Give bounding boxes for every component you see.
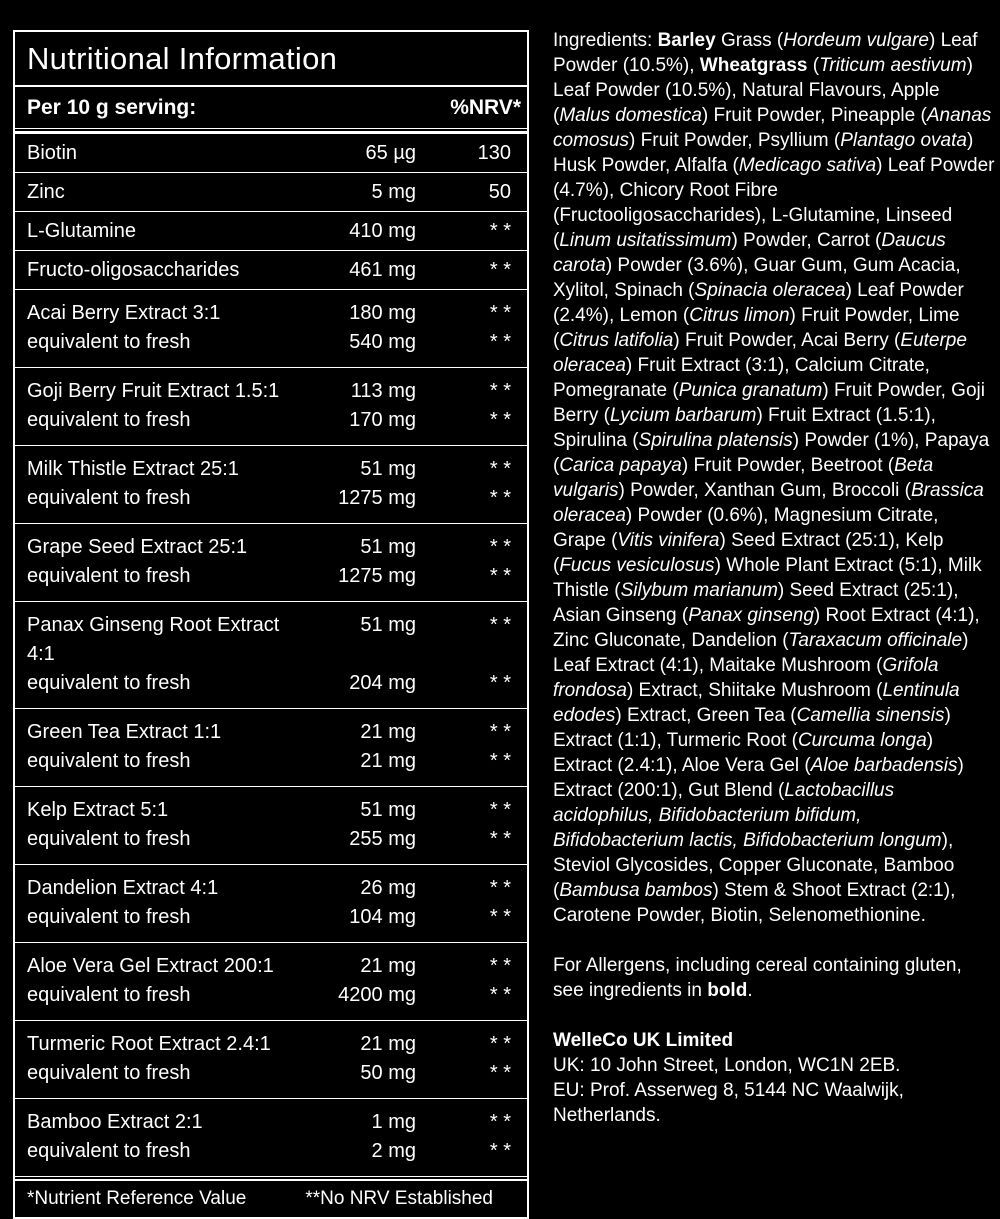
body-text: ) Fruit Powder, Beetroot ( bbox=[681, 455, 895, 476]
table-row-line bbox=[15, 874, 527, 903]
cell-nrv: 50 bbox=[488, 180, 511, 203]
body-text: ) Seed Extract (25:1), Kelp ( bbox=[553, 530, 944, 576]
body-text: ) Fruit Powder, Goji Berry ( bbox=[553, 380, 985, 426]
cell-amt: 540 mg bbox=[349, 331, 416, 353]
latin-name-text: Vitis vinifera bbox=[617, 530, 720, 551]
cell-name: Milk Thistle Extract 25:1 bbox=[27, 458, 239, 480]
table-header-row bbox=[15, 87, 527, 129]
table-row-line bbox=[15, 718, 527, 747]
cell-nrv: * * bbox=[489, 955, 511, 977]
table-row-line bbox=[15, 981, 527, 1010]
cell-amt: 180 mg bbox=[349, 302, 416, 324]
table-footnote-row bbox=[15, 1181, 527, 1217]
latin-name-text: Ananas comosus bbox=[553, 105, 992, 151]
cell-nrv: * * bbox=[489, 984, 511, 1006]
cell-amt: 1275 mg bbox=[338, 565, 416, 587]
table-row-line bbox=[15, 173, 527, 211]
body-text: ( bbox=[807, 55, 820, 76]
latin-name-text: Lactobacillus acidophilus, Bifidobacterium bifidum, Bifidobacterium lactis, Bifidobacterium longum bbox=[553, 780, 942, 851]
cell-nrv: * * bbox=[489, 1140, 511, 1162]
body-text: ) Powder, Carrot ( bbox=[731, 230, 882, 251]
cell-amt: 104 mg bbox=[349, 906, 416, 928]
latin-name-text: Lentinula edodes bbox=[553, 680, 960, 726]
latin-name-text: Grifola frondosa bbox=[553, 655, 939, 701]
cell-name: equivalent to fresh bbox=[27, 1140, 191, 1162]
cell-amt: 2 mg bbox=[371, 1140, 416, 1162]
cell-amt: 170 mg bbox=[349, 409, 416, 431]
body-text: ), Steviol Glycosides, Copper Gluconate, Bamboo ( bbox=[553, 830, 955, 901]
latin-name-text: Camellia sinensis bbox=[796, 705, 945, 726]
cell-nrv: * * bbox=[489, 750, 511, 772]
cell-name: Dandelion Extract 4:1 bbox=[27, 877, 219, 899]
body-text: ) Fruit Powder, Pineapple ( bbox=[701, 105, 927, 126]
table-row-line bbox=[15, 903, 527, 932]
latin-name-text: Spinacia oleracea bbox=[694, 280, 846, 301]
cell-name: Panax Ginseng Root Extract 4:1 bbox=[27, 614, 280, 665]
cell-name: Green Tea Extract 1:1 bbox=[27, 721, 222, 743]
cell-nrv: * * bbox=[489, 672, 511, 694]
body-text: ) Root Extract (4:1), Zinc Gluconate, Dandelion ( bbox=[553, 605, 980, 651]
body-text: ) Extract (200:1), Gut Blend ( bbox=[553, 755, 964, 801]
table-row-line bbox=[15, 484, 527, 513]
table-row bbox=[15, 943, 527, 1021]
latin-name-text: Brassica oleracea bbox=[553, 480, 984, 526]
body-text: Grass ( bbox=[715, 30, 784, 51]
cell-amt: 51 mg bbox=[360, 799, 416, 821]
table-rows bbox=[15, 134, 527, 1177]
table-row bbox=[15, 368, 527, 446]
body-text: For Allergens, including cereal containing gluten, see ingredients in bbox=[553, 955, 962, 1001]
table-row-line bbox=[15, 669, 527, 698]
table-row-line bbox=[15, 134, 527, 172]
table-row bbox=[15, 865, 527, 943]
body-text: ) Leaf Powder (10.5%), bbox=[553, 30, 978, 76]
latin-name-text: Fucus vesiculosus bbox=[559, 555, 715, 576]
cell-nrv: * * bbox=[489, 1033, 511, 1055]
cell-nrv: * * bbox=[489, 331, 511, 353]
table-row bbox=[15, 290, 527, 368]
ingredients-paragraph bbox=[553, 28, 995, 928]
cell-name: Turmeric Root Extract 2.4:1 bbox=[27, 1033, 271, 1055]
cell-amt: 26 mg bbox=[360, 877, 416, 899]
body-text: ) Powder (3.6%), Guar Gum, Gum Acacia, Xylitol, Spinach ( bbox=[553, 255, 961, 301]
body-text: ) Leaf Powder (4.7%), Chicory Root Fibre (Fructooligosaccharides), L-Glutamine, Linseed ( bbox=[553, 155, 995, 251]
body-text: ) Leaf Extract (4:1), Maitake Mushroom ( bbox=[553, 630, 969, 676]
body-text: . bbox=[747, 980, 753, 1001]
latin-name-text: Citrus limon bbox=[689, 305, 790, 326]
table-row-line bbox=[15, 533, 527, 562]
cell-nrv: * * bbox=[489, 877, 511, 899]
cell-nrv: * * bbox=[489, 799, 511, 821]
cell-name: equivalent to fresh bbox=[27, 487, 191, 509]
body-text: ) Extract (2.4:1), Aloe Vera Gel ( bbox=[553, 730, 934, 776]
company-address-eu: EU: Prof. Asserweg 8, 5144 NC Waalwijk, Netherlands. bbox=[553, 1080, 904, 1126]
latin-name-text: Linum usitatissimum bbox=[559, 230, 732, 251]
cell-amt: 21 mg bbox=[360, 750, 416, 772]
latin-name-text: Hordeum vulgare bbox=[783, 30, 929, 51]
table-row-line bbox=[15, 1059, 527, 1088]
cell-name: equivalent to fresh bbox=[27, 984, 191, 1006]
cell-amt: 4200 mg bbox=[338, 984, 416, 1006]
cell-nrv: * * bbox=[489, 828, 511, 850]
cell-amt: 65 µg bbox=[365, 141, 416, 164]
body-text: ) Leaf Powder (2.4%), Lemon ( bbox=[553, 280, 964, 326]
nutrition-table bbox=[13, 30, 529, 1219]
table-row-line bbox=[15, 299, 527, 328]
table-row bbox=[15, 173, 527, 212]
latin-name-text: Spirulina platensis bbox=[638, 430, 793, 451]
body-text: ) Husk Powder, Alfalfa ( bbox=[553, 130, 974, 176]
table-row-line bbox=[15, 251, 527, 289]
body-text: ) Whole Plant Extract (5:1), Milk Thistle ( bbox=[553, 555, 982, 601]
table-row bbox=[15, 787, 527, 865]
cell-amt: 1 mg bbox=[371, 1111, 416, 1133]
table-row bbox=[15, 212, 527, 251]
cell-nrv: * * bbox=[489, 536, 511, 558]
body-text: ) Stem & Shoot Extract (2:1), Carotene Powder, Biotin, Selenomethionine. bbox=[553, 880, 956, 926]
body-text: Ingredients: bbox=[553, 30, 658, 51]
table-row bbox=[15, 602, 527, 709]
cell-name: equivalent to fresh bbox=[27, 750, 191, 772]
table-row-line bbox=[15, 952, 527, 981]
table-row-line bbox=[15, 1137, 527, 1166]
cell-amt: 5 mg bbox=[371, 180, 416, 203]
cell-nrv: * * bbox=[489, 1062, 511, 1084]
ingredients-panel bbox=[553, 28, 995, 1128]
table-row-line bbox=[15, 455, 527, 484]
cell-name: Goji Berry Fruit Extract 1.5:1 bbox=[27, 380, 280, 402]
body-text: ) Fruit Extract (1.5:1), Spirulina ( bbox=[553, 405, 936, 451]
table-row-line bbox=[15, 328, 527, 357]
latin-name-text: Bambusa bambos bbox=[559, 880, 713, 901]
cell-name: Biotin bbox=[27, 141, 78, 164]
cell-nrv: * * bbox=[489, 380, 511, 402]
serving-size-label: Per 10 g serving: bbox=[27, 95, 197, 119]
table-row bbox=[15, 709, 527, 787]
table-row-line bbox=[15, 611, 527, 669]
cell-nrv: * * bbox=[489, 458, 511, 480]
body-text: ) Leaf Powder (10.5%), Natural Flavours, Apple ( bbox=[553, 55, 973, 126]
table-row-line bbox=[15, 562, 527, 591]
cell-nrv: * * bbox=[489, 409, 511, 431]
latin-name-text: Curcuma longa bbox=[797, 730, 927, 751]
cell-nrv: * * bbox=[489, 614, 511, 636]
company-address-uk: UK: 10 John Street, London, WC1N 2EB. bbox=[553, 1055, 901, 1076]
body-text: ) Extract, Green Tea ( bbox=[615, 705, 797, 726]
table-row-line bbox=[15, 796, 527, 825]
cell-name: Bamboo Extract 2:1 bbox=[27, 1111, 203, 1133]
cell-name: equivalent to fresh bbox=[27, 1062, 191, 1084]
cell-name: Aloe Vera Gel Extract 200:1 bbox=[27, 955, 274, 977]
latin-name-text: Triticum aestivum bbox=[819, 55, 967, 76]
no-nrv-footnote: **No NRV Established bbox=[305, 1188, 493, 1209]
body-text: ) Fruit Powder, Acai Berry ( bbox=[673, 330, 901, 351]
table-row-line bbox=[15, 747, 527, 776]
cell-nrv: * * bbox=[489, 1111, 511, 1133]
body-text: ) Seed Extract (25:1), Asian Ginseng ( bbox=[553, 580, 959, 626]
table-title-row bbox=[15, 32, 527, 87]
table-row bbox=[15, 251, 527, 290]
latin-name-text: Plantago ovata bbox=[840, 130, 967, 151]
cell-nrv: * * bbox=[489, 565, 511, 587]
cell-name: equivalent to fresh bbox=[27, 828, 191, 850]
cell-name: equivalent to fresh bbox=[27, 672, 191, 694]
bold-text: Barley bbox=[657, 30, 716, 51]
cell-name: equivalent to fresh bbox=[27, 409, 191, 431]
cell-name: Zinc bbox=[27, 180, 65, 203]
body-text: ) Fruit Extract (3:1), Calcium Citrate, Pomegranate ( bbox=[553, 355, 930, 401]
nrv-column-header: %NRV* bbox=[450, 95, 521, 119]
cell-name: Kelp Extract 5:1 bbox=[27, 799, 169, 821]
cell-name: L-Glutamine bbox=[27, 219, 136, 242]
bold-text: bold bbox=[707, 980, 748, 1001]
body-text: ) Powder (1%), Papaya ( bbox=[553, 430, 990, 476]
nrv-footnote: *Nutrient Reference Value bbox=[27, 1188, 247, 1209]
cell-amt: 51 mg bbox=[360, 614, 416, 636]
table-title: Nutritional Information bbox=[27, 41, 338, 76]
table-row-line bbox=[15, 377, 527, 406]
cell-name: Fructo-oligosaccharides bbox=[27, 258, 240, 281]
cell-name: Acai Berry Extract 3:1 bbox=[27, 302, 221, 324]
body-text: ) Powder (0.6%), Magnesium Citrate, Grape ( bbox=[553, 505, 939, 551]
cell-amt: 51 mg bbox=[360, 458, 416, 480]
latin-name-text: Punica granatum bbox=[678, 380, 823, 401]
cell-name: equivalent to fresh bbox=[27, 565, 191, 587]
cell-amt: 21 mg bbox=[360, 721, 416, 743]
cell-amt: 461 mg bbox=[349, 258, 416, 281]
latin-name-text: Panax ginseng bbox=[688, 605, 814, 626]
cell-name: equivalent to fresh bbox=[27, 906, 191, 928]
latin-name-text: Taraxacum officinale bbox=[788, 630, 963, 651]
latin-name-text: Citrus latifolia bbox=[559, 330, 674, 351]
company-name: WelleCo UK Limited bbox=[553, 1030, 734, 1051]
cell-name: Grape Seed Extract 25:1 bbox=[27, 536, 248, 558]
body-text: ) Powder, Xanthan Gum, Broccoli ( bbox=[618, 480, 911, 501]
body-text: ) Extract (1:1), Turmeric Root ( bbox=[553, 705, 951, 751]
table-row-line bbox=[15, 1108, 527, 1137]
latin-name-text: Aloe barbadensis bbox=[810, 755, 958, 776]
cell-amt: 204 mg bbox=[349, 672, 416, 694]
cell-nrv: * * bbox=[489, 258, 511, 281]
cell-amt: 21 mg bbox=[360, 955, 416, 977]
table-row bbox=[15, 446, 527, 524]
latin-name-text: Daucus carota bbox=[553, 230, 946, 276]
latin-name-text: Medicago sativa bbox=[738, 155, 877, 176]
allergen-paragraph bbox=[553, 953, 995, 1003]
cell-nrv: * * bbox=[489, 219, 511, 242]
latin-name-text: Euterpe oleracea bbox=[553, 330, 967, 376]
table-row bbox=[15, 1099, 527, 1177]
table-row-line bbox=[15, 212, 527, 250]
cell-nrv: * * bbox=[489, 721, 511, 743]
cell-nrv: * * bbox=[489, 906, 511, 928]
latin-name-text: Silybum marianum bbox=[620, 580, 778, 601]
cell-amt: 21 mg bbox=[360, 1033, 416, 1055]
cell-nrv: * * bbox=[489, 487, 511, 509]
table-row-line bbox=[15, 406, 527, 435]
cell-name: equivalent to fresh bbox=[27, 331, 191, 353]
cell-amt: 1275 mg bbox=[338, 487, 416, 509]
latin-name-text: Beta vulgaris bbox=[553, 455, 934, 501]
cell-amt: 410 mg bbox=[349, 219, 416, 242]
cell-amt: 51 mg bbox=[360, 536, 416, 558]
table-row bbox=[15, 134, 527, 173]
cell-nrv: 130 bbox=[477, 141, 511, 164]
table-row-line bbox=[15, 825, 527, 854]
table-row-line bbox=[15, 1030, 527, 1059]
cell-amt: 50 mg bbox=[360, 1062, 416, 1084]
latin-name-text: Lycium barbarum bbox=[610, 405, 757, 426]
company-block bbox=[553, 1028, 995, 1128]
cell-amt: 255 mg bbox=[349, 828, 416, 850]
cell-nrv: * * bbox=[489, 302, 511, 324]
table-row bbox=[15, 1021, 527, 1099]
latin-name-text: Malus domestica bbox=[559, 105, 702, 126]
latin-name-text: Carica papaya bbox=[559, 455, 682, 476]
cell-amt: 113 mg bbox=[350, 380, 416, 402]
bold-text: Wheatgrass bbox=[699, 55, 808, 76]
body-text: ) Extract, Shiitake Mushroom ( bbox=[626, 680, 883, 701]
body-text: ) Fruit Powder, Psyllium ( bbox=[629, 130, 841, 151]
table-row bbox=[15, 524, 527, 602]
body-text: ) Fruit Powder, Lime ( bbox=[553, 305, 960, 351]
